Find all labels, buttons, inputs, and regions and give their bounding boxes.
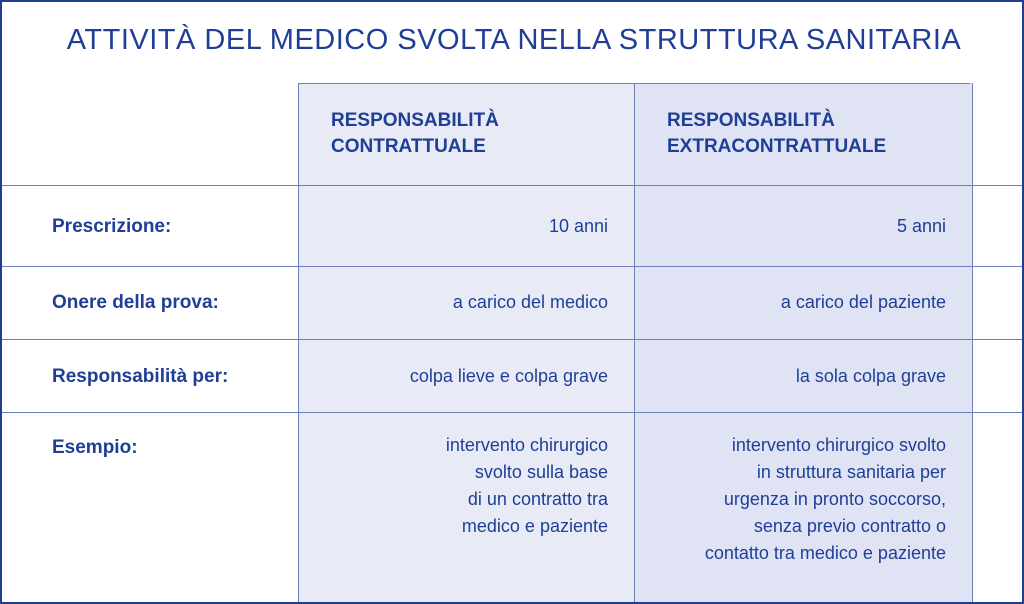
cell-responsabilita-extracontractual: la sola colpa grave [795,366,946,386]
divider [634,83,635,602]
cell-onere-extracontractual: a carico del paziente [780,292,946,312]
row-label-esempio: Esempio: [52,437,138,458]
header-contractual: RESPONSABILITÀ CONTRATTUALE [331,110,499,157]
cell-responsabilita-contractual: colpa lieve e colpa grave [409,366,608,386]
divider [2,266,1022,267]
row-label-prescrizione: Prescrizione: [52,216,172,237]
cell-onere-contractual: a carico del medico [452,292,608,312]
page-title: ATTIVITÀ DEL MEDICO SVOLTA NELLA STRUTTURA SANITARIA [66,24,962,56]
cell-prescrizione-contractual: 10 anni [548,216,608,236]
cell-esempio-extracontractual: intervento chirurgico svolto in struttura sanitaria per urgenza in pronto soccorso, senza previo contratto o contatto tra medico e paziente [704,435,946,563]
divider [2,339,1022,340]
header-extracontractual: RESPONSABILITÀ EXTRACONTRATTUALE [667,110,887,157]
cell-prescrizione-extracontractual: 5 anni [896,216,946,236]
divider [2,412,1022,413]
divider [298,83,299,602]
cell-esempio-contractual: intervento chirurgico svolto sulla base di un contratto tra medico e paziente [445,435,608,536]
row-label-onere: Onere della prova: [52,292,219,313]
divider [972,83,973,602]
row-label-responsabilita: Responsabilità per: [52,366,229,387]
divider [2,185,1022,186]
